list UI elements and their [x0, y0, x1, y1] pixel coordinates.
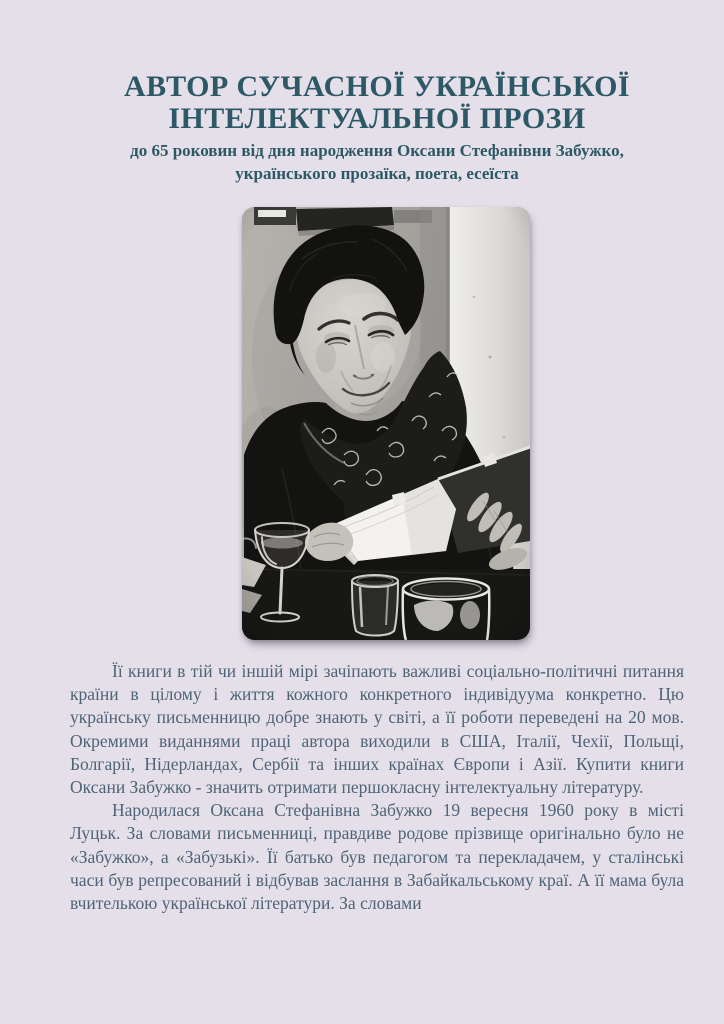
- page-subtitle-line-2: українського прозаїка, поета, есеїста: [235, 164, 519, 183]
- page-subtitle-line-1: до 65 роковин від дня народження Оксани Стефанівни Забужко,: [130, 141, 624, 160]
- photo-vignette: [242, 207, 530, 640]
- article-header: [70, 71, 684, 185]
- photo-oksana-zabuzhko: [242, 207, 530, 640]
- page-subtitle: [70, 139, 684, 185]
- page-title-line-1: АВТОР СУЧАСНОЇ УКРАЇНСЬКОЇ: [124, 70, 630, 103]
- page-title-line-2: ІНТЕЛЕКТУАЛЬНОЇ ПРОЗИ: [168, 102, 586, 135]
- article-body: [70, 660, 684, 915]
- body-paragraph-1: Її книги в тій чи іншій мірі зачіпають важливі соціально-політичні питання країни в цілому і життя кожного конкретного індивідуума конкретно. Цю українську письменницю добре знають у світі, а її роботи переведені на 20 мов. Окремими виданнями праці автора виходили в США, Італії, Чехії, Польщі, Болгарії, Нідерландах, Сербії та інших країнах Європи і Азії. Купити книги Оксани Забужко - значить отримати першокласну інтелектуальну літературу.: [70, 661, 684, 798]
- body-paragraph-2: Народилася Оксана Стефанівна Забужко 19 вересня 1960 року в місті Луцьк. За словами письменниці, правдиве родове прізвище оригінально було не «Забужко», а «Забузькі». Її батько був педагогом та перекладачем, у сталінські часи був репресований і відбував заслання в Забайкальському краї. А її мама була вчителькою української літератури. За словами: [70, 800, 684, 914]
- photo-illustration: [242, 207, 530, 640]
